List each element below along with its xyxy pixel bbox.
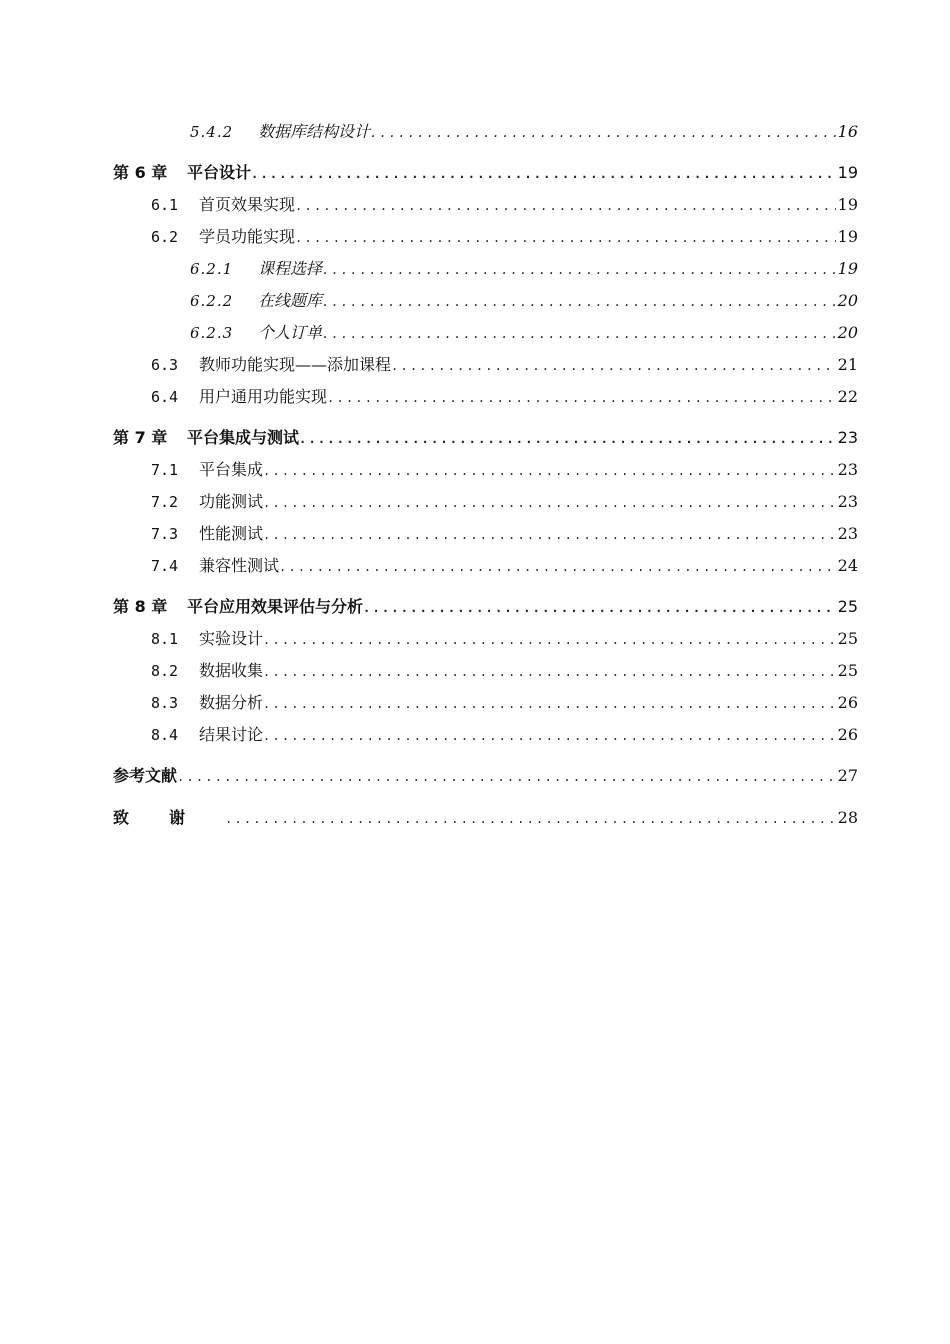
toc-entry-title: 性能测试 — [199, 524, 264, 543]
toc-entry-title: 结果讨论 — [199, 725, 264, 744]
toc-entry-6-3[interactable] — [151, 353, 858, 377]
toc-entry-number: 7.4 — [151, 557, 179, 575]
toc-entry-number: 6.2 — [151, 228, 179, 246]
toc-entry-title: 平台集成与测试 — [187, 428, 300, 447]
dot-leader — [263, 660, 836, 684]
dot-leader — [263, 459, 836, 483]
dot-leader — [263, 692, 836, 716]
dot-leader — [322, 322, 836, 346]
toc-entry-page: 20 — [837, 291, 858, 310]
toc-entry-title: 个人订单 — [258, 323, 323, 342]
toc-entry-7-4[interactable] — [151, 554, 858, 578]
toc-entry-6-2-3[interactable] — [190, 321, 858, 345]
toc-entry-number: 7.3 — [151, 525, 179, 543]
dot-leader — [299, 427, 836, 451]
toc-entry-title: 教师功能实现——添加课程 — [199, 355, 392, 374]
toc-entry-title: 平台集成 — [199, 460, 264, 479]
toc-entry-number: 7.2 — [151, 493, 179, 511]
toc-entry-page: 22 — [837, 387, 858, 406]
dot-leader — [295, 226, 836, 250]
toc-chapter-6[interactable] — [113, 161, 858, 185]
toc-entry-title: 用户通用功能实现 — [199, 387, 328, 406]
toc-entry-title: 兼容性测试 — [199, 556, 280, 575]
dot-leader — [391, 354, 836, 378]
toc-entry-number: 第 8 章 — [113, 597, 168, 616]
dot-leader — [263, 724, 836, 748]
toc-entry-page: 27 — [837, 766, 858, 785]
toc-entry-8-1[interactable] — [151, 627, 858, 651]
toc-entry-page: 19 — [837, 195, 858, 214]
toc-entry-number: 第 6 章 — [113, 163, 168, 182]
toc-entry-page: 26 — [837, 725, 858, 744]
toc-entry-7-1[interactable] — [151, 458, 858, 482]
toc-entry-6-2[interactable] — [151, 225, 858, 249]
dot-leader — [370, 121, 836, 145]
dot-leader — [327, 386, 836, 410]
toc-entry-page: 25 — [837, 661, 858, 680]
toc-entry-7-3[interactable] — [151, 522, 858, 546]
toc-entry-page: 23 — [837, 428, 858, 447]
toc-entry-page: 25 — [837, 597, 858, 616]
toc-entry-number: 5.4.2 — [190, 123, 234, 141]
toc-entry-number: 6.2.1 — [190, 260, 234, 278]
toc-entry-page: 24 — [837, 556, 858, 575]
toc-references[interactable] — [113, 764, 858, 788]
toc-chapter-7[interactable] — [113, 426, 858, 450]
toc-entry-number: 8.2 — [151, 662, 179, 680]
toc-entry-title: 致谢 — [113, 808, 226, 827]
toc-entry-number: 8.1 — [151, 630, 179, 648]
toc-entry-title: 实验设计 — [199, 629, 264, 648]
dot-leader — [322, 258, 836, 282]
toc-entry-title: 数据分析 — [199, 693, 264, 712]
toc-entry-title: 数据库结构设计 — [258, 122, 371, 141]
toc-entry-page: 16 — [837, 122, 858, 141]
toc-entry-title: 首页效果实现 — [199, 195, 296, 214]
toc-entry-page: 25 — [837, 629, 858, 648]
toc-entry-number: 8.4 — [151, 726, 179, 744]
toc-entry-8-2[interactable] — [151, 659, 858, 683]
toc-entry-page: 20 — [837, 323, 858, 342]
toc-entry-6-2-2[interactable] — [190, 289, 858, 313]
toc-entry-number: 6.2.2 — [190, 292, 234, 310]
toc-entry-5-4-2[interactable] — [190, 120, 858, 144]
toc-entry-number: 6.3 — [151, 356, 179, 374]
dot-leader — [263, 523, 836, 547]
toc-entry-page: 23 — [837, 524, 858, 543]
toc-entry-title: 数据收集 — [199, 661, 264, 680]
toc-entry-title: 参考文献 — [113, 766, 178, 785]
toc-entry-title: 功能测试 — [199, 492, 264, 511]
toc-entry-page: 21 — [837, 355, 858, 374]
toc-entry-page: 23 — [837, 460, 858, 479]
dot-leader — [177, 765, 836, 789]
toc-entry-title: 平台应用效果评估与分析 — [187, 597, 364, 616]
dot-leader — [363, 596, 836, 620]
toc-entry-7-2[interactable] — [151, 490, 858, 514]
toc-entry-page: 19 — [837, 259, 858, 278]
toc-entry-number: 8.3 — [151, 694, 179, 712]
toc-entry-title: 在线题库 — [258, 291, 323, 310]
toc-entry-title: 课程选择 — [258, 259, 323, 278]
toc-entry-number: 第 7 章 — [113, 428, 168, 447]
dot-leader — [225, 807, 836, 831]
toc-entry-title: 学员功能实现 — [199, 227, 296, 246]
toc-entry-number: 7.1 — [151, 461, 179, 479]
toc-entry-page: 28 — [837, 808, 858, 827]
toc-entry-6-1[interactable] — [151, 193, 858, 217]
toc-chapter-8[interactable] — [113, 595, 858, 619]
dot-leader — [251, 162, 836, 186]
toc-entry-number: 6.4 — [151, 388, 179, 406]
dot-leader — [263, 628, 836, 652]
toc-entry-6-2-1[interactable] — [190, 257, 858, 281]
toc-entry-8-3[interactable] — [151, 691, 858, 715]
toc-entry-number: 6.1 — [151, 196, 179, 214]
toc-entry-8-4[interactable] — [151, 723, 858, 747]
dot-leader — [295, 194, 836, 218]
toc-acknowledgements[interactable] — [113, 806, 858, 830]
toc-entry-6-4[interactable] — [151, 385, 858, 409]
dot-leader — [322, 290, 836, 314]
toc-entry-number: 6.2.3 — [190, 324, 234, 342]
toc-entry-page: 26 — [837, 693, 858, 712]
dot-leader — [263, 491, 836, 515]
dot-leader — [279, 555, 836, 579]
toc-entry-page: 19 — [837, 227, 858, 246]
toc-entry-page: 19 — [837, 163, 858, 182]
toc-entry-title: 平台设计 — [187, 163, 252, 182]
toc-entry-page: 23 — [837, 492, 858, 511]
